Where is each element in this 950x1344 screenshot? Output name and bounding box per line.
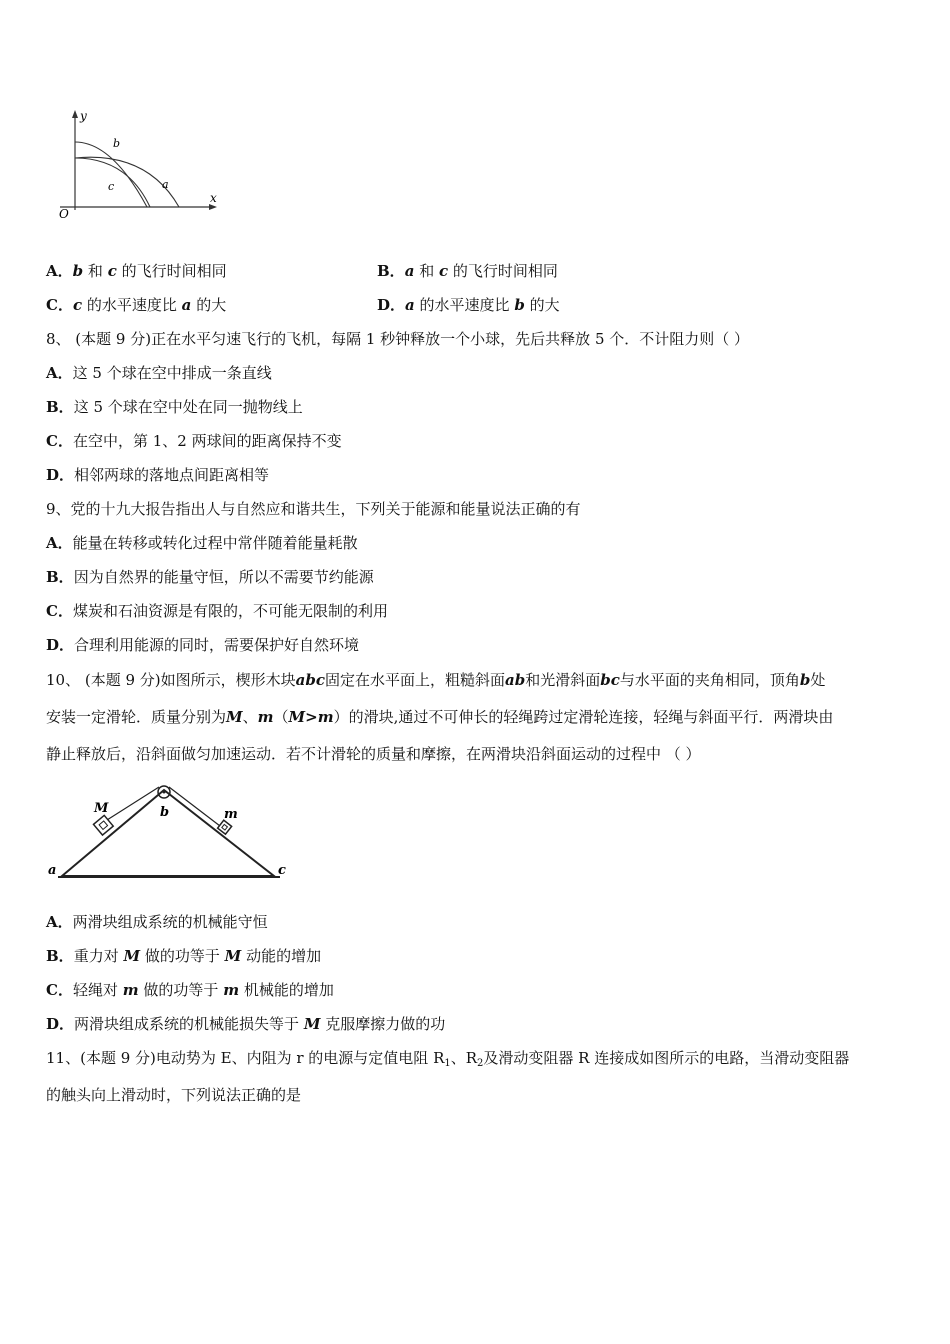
q10-option-c (46, 980, 334, 1000)
option-label: A． (46, 364, 73, 382)
q7-option-a (46, 261, 227, 281)
q8-option-d (46, 465, 269, 485)
option-text: 在空中，第 1、2 两球间的距离保持不变 (72, 432, 342, 450)
var: b (72, 262, 84, 280)
subscript: 1 (444, 1058, 451, 1069)
text: 的水平速度比 (86, 296, 177, 314)
var: c (72, 296, 83, 314)
text: 重力对 (73, 947, 119, 965)
var: c (107, 262, 117, 280)
curve-b (75, 142, 147, 207)
axis-x-label: x (210, 191, 217, 205)
q10-option-a (46, 912, 268, 932)
option-text: 煤炭和石油资源是有限的，不可能无限制的利用 (72, 602, 388, 620)
var: M (224, 947, 242, 965)
option-label: D． (46, 636, 75, 654)
q10-stem-line-3: 静止释放后，沿斜面做匀加速运动．若不计滑轮的质量和摩擦，在两滑块沿斜面运动的过程中 （ ） (46, 745, 701, 763)
text: 、 (242, 708, 258, 726)
q9-option-a (46, 533, 358, 553)
trajectory-figure (52, 106, 227, 221)
curve-b-label: b (113, 137, 121, 150)
q8-option-b (46, 397, 303, 417)
option-label: A． (46, 534, 73, 552)
text: 的大 (529, 296, 560, 314)
q10-option-b (46, 946, 321, 966)
var: M (303, 1015, 321, 1033)
var: m (223, 981, 240, 999)
text: 安装一定滑轮．质量分别为 (46, 708, 227, 726)
q7-option-c (46, 295, 226, 315)
text: 克服摩擦力做的功 (325, 1015, 446, 1033)
q10-option-d (46, 1014, 445, 1034)
q11-stem-line-1 (46, 1048, 849, 1074)
var: M (226, 708, 243, 726)
curve-c-label: c (108, 180, 115, 193)
text: 的飞行时间相同 (121, 262, 227, 280)
option-text: 因为自然界的能量守恒，所以不需要节约能源 (73, 568, 374, 586)
label-a: a (48, 863, 57, 878)
block-m (218, 820, 232, 834)
q9-option-b (46, 567, 374, 587)
text: ）的滑块,通过不可伸长的轻绳跨过定滑轮连接，轻绳与斜面平行．两滑块由 (333, 708, 834, 726)
text: 与水平面的夹角相同，顶角 (619, 671, 800, 689)
q8-option-a (46, 363, 272, 383)
option-label: B． (377, 262, 405, 280)
option-label: C． (46, 602, 73, 620)
text: 做的功等于 (143, 981, 219, 999)
q10-stem-line-1 (46, 670, 825, 690)
var: b (514, 296, 525, 314)
text: 10、 (本题 9 分)如图所示，楔形木块 (46, 671, 296, 689)
text: 处 (810, 671, 826, 689)
text: 的大 (196, 296, 227, 314)
option-label: C． (46, 981, 73, 999)
text: 11、(本题 9 分)电动势为 E、内阻为 r 的电源与定值电阻 R (46, 1049, 445, 1067)
curve-a-label: a (162, 178, 169, 191)
label-M: M (94, 801, 109, 816)
text: 动能的增加 (246, 947, 322, 965)
var: abc (295, 671, 325, 689)
q8-stem: 8、 (本题 9 分)正在水平匀速飞行的飞机，每隔 1 秒钟释放一个小球，先后共释放 5 个．不计阻力则（ ） (46, 330, 750, 348)
text: 和光滑斜面 (525, 671, 601, 689)
label-m: m (224, 807, 238, 822)
subscript: 2 (477, 1058, 484, 1069)
var: c (439, 262, 449, 280)
text: 两滑块组成系统的机械能损失等于 (74, 1015, 300, 1033)
var: m (122, 981, 139, 999)
var: ab (505, 671, 526, 689)
option-label: B． (46, 398, 74, 416)
option-label: D． (46, 1015, 75, 1033)
text: 轻绳对 (72, 981, 118, 999)
q10-stem-line-2 (46, 707, 833, 727)
option-label: A． (46, 262, 73, 280)
var: bc (600, 671, 620, 689)
option-label: B． (46, 947, 74, 965)
var: m (257, 708, 274, 726)
text: （ (273, 708, 289, 726)
q8-option-c (46, 431, 342, 451)
option-label: A． (46, 913, 73, 931)
text: 的水平速度比 (419, 296, 510, 314)
text: 、R (450, 1049, 478, 1067)
label-c: c (278, 863, 286, 878)
option-text: 两滑块组成系统的机械能守恒 (72, 913, 268, 931)
var: b (799, 671, 811, 689)
q9-option-d (46, 635, 359, 655)
text: 和 (419, 262, 435, 280)
option-text: 能量在转移或转化过程中常伴随着能量耗散 (72, 534, 358, 552)
text: 机械能的增加 (243, 981, 334, 999)
option-label: C． (46, 296, 73, 314)
option-label: D． (46, 466, 75, 484)
option-label: D． (377, 296, 406, 314)
var: a (181, 296, 192, 314)
q9-option-c (46, 601, 388, 621)
axis-y-label: y (80, 109, 87, 123)
option-text: 这 5 个球在空中处在同一抛物线上 (73, 398, 303, 416)
var: M (123, 947, 141, 965)
wedge-figure (44, 776, 294, 886)
text: 和 (87, 262, 103, 280)
y-axis-arrow (72, 110, 78, 118)
q11-stem-line-2: 的触头向上滑动时，下列说法正确的是 (46, 1086, 302, 1104)
var: a (404, 262, 415, 280)
origin-label: O (59, 207, 69, 221)
label-b: b (160, 805, 170, 820)
option-text: 合理利用能源的同时，需要保护好自然环境 (74, 636, 360, 654)
text: 及滑动变阻器 R 连接成如图所示的电路，当滑动变阻器 (483, 1049, 850, 1067)
text: 固定在水平面上，粗糙斜面 (324, 671, 505, 689)
text: 做的功等于 (144, 947, 220, 965)
text: 的飞行时间相同 (452, 262, 558, 280)
option-text: 这 5 个球在空中排成一条直线 (72, 364, 272, 382)
rope-right (169, 787, 220, 826)
var: a (405, 296, 415, 314)
option-text: 相邻两球的落地点间距离相等 (74, 466, 270, 484)
q9-stem: 9、党的十九大报告指出人与自然应和谐共生，下列关于能源和能量说法正确的有 (46, 500, 581, 518)
option-label: B． (46, 568, 74, 586)
var: M>m (288, 708, 334, 726)
option-label: C． (46, 432, 73, 450)
pulley-axle (163, 791, 166, 794)
q7-option-b (377, 261, 558, 281)
q7-option-d (377, 295, 560, 315)
